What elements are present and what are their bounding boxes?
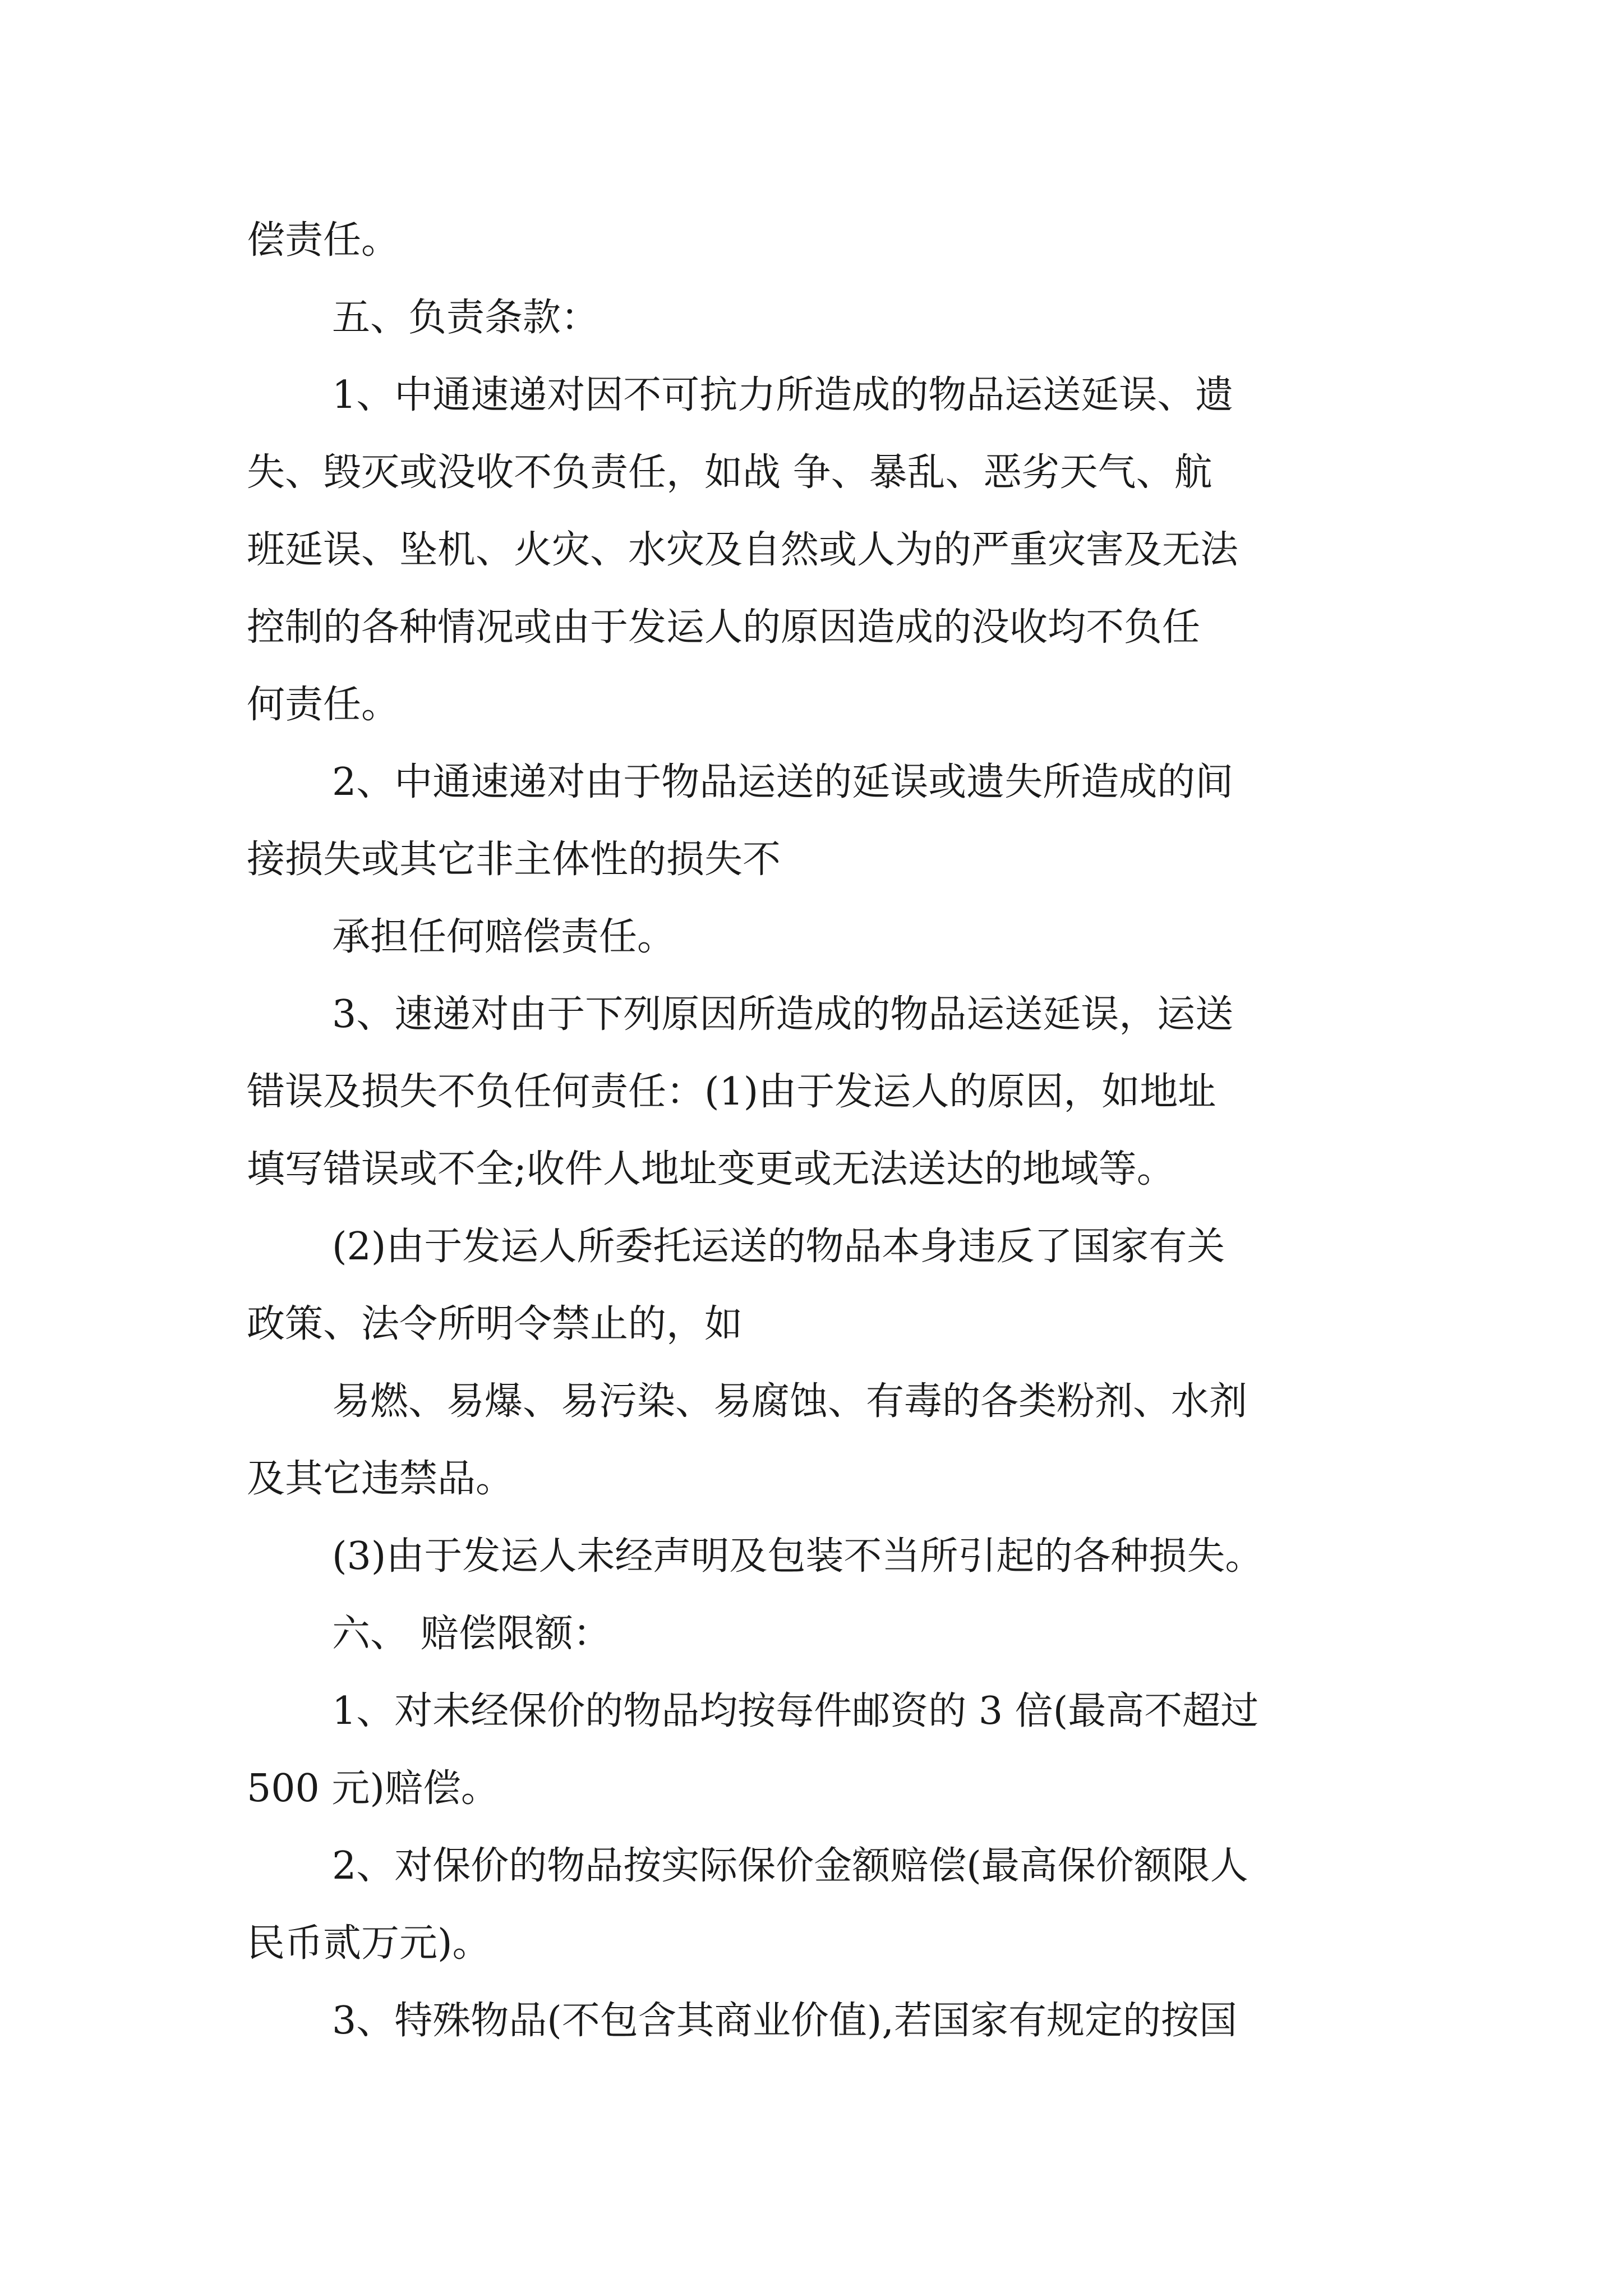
text-line: 失、毁灭或没收不负责任，如战 争、暴乱、恶劣天气、航 [247, 450, 1212, 495]
document-page [247, 202, 1391, 2060]
text-line: 易燃、易爆、易污染、易腐蚀、有毒的各类粉剂、水剂 [332, 1379, 1248, 1424]
text-line: 及其它违禁品。 [247, 1457, 514, 1501]
text-line: 承担任何赔偿责任。 [332, 915, 676, 959]
text-line: 2、对保价的物品按实际保价金额赔偿(最高保价额限人 [332, 1844, 1248, 1888]
text-line: 3、速递对由于下列原因所造成的物品运送延误，运送 [332, 992, 1234, 1037]
text-line: 控制的各种情况或由于发运人的原因造成的没收均不负任 [247, 605, 1201, 650]
text-line: 3、特殊物品(不包含其商业价值),若国家有规定的按国 [332, 1999, 1237, 2043]
section-heading: 五、负责条款： [332, 296, 600, 340]
text-line: 错误及损失不负任何责任：(1)由于发运人的原因，如地址 [247, 1070, 1216, 1114]
text-line: (3)由于发运人未经声明及包装不当所引起的各种损失。 [332, 1534, 1264, 1579]
text-line: 民币贰万元)。 [247, 1921, 491, 1966]
text-line: 1、对未经保价的物品均按每件邮资的 3 倍(最高不超过 [332, 1689, 1259, 1733]
text-line: 偿责任。 [247, 218, 400, 263]
text-line: 500 元)赔偿。 [247, 1766, 499, 1811]
text-line: 班延误、坠机、火灾、水灾及自然或人为的严重灾害及无法 [247, 528, 1239, 572]
text-line: 接损失或其它非主体性的损失不 [247, 838, 781, 882]
text-line: (2)由于发运人所委托运送的物品本身违反了国家有关 [332, 1225, 1225, 1269]
text-line: 何责任。 [247, 683, 400, 727]
text-line: 1、中通速递对因不可抗力所造成的物品运送延误、遗 [332, 373, 1234, 417]
text-line: 政策、法令所明令禁止的，如 [247, 1302, 743, 1346]
text-line: 2、中通速递对由于物品运送的延误或遗失所造成的间 [332, 760, 1234, 804]
section-heading: 六、 赔偿限额： [332, 1612, 611, 1656]
text-line: 填写错误或不全;收件人地址变更或无法送达的地域等。 [247, 1147, 1175, 1191]
